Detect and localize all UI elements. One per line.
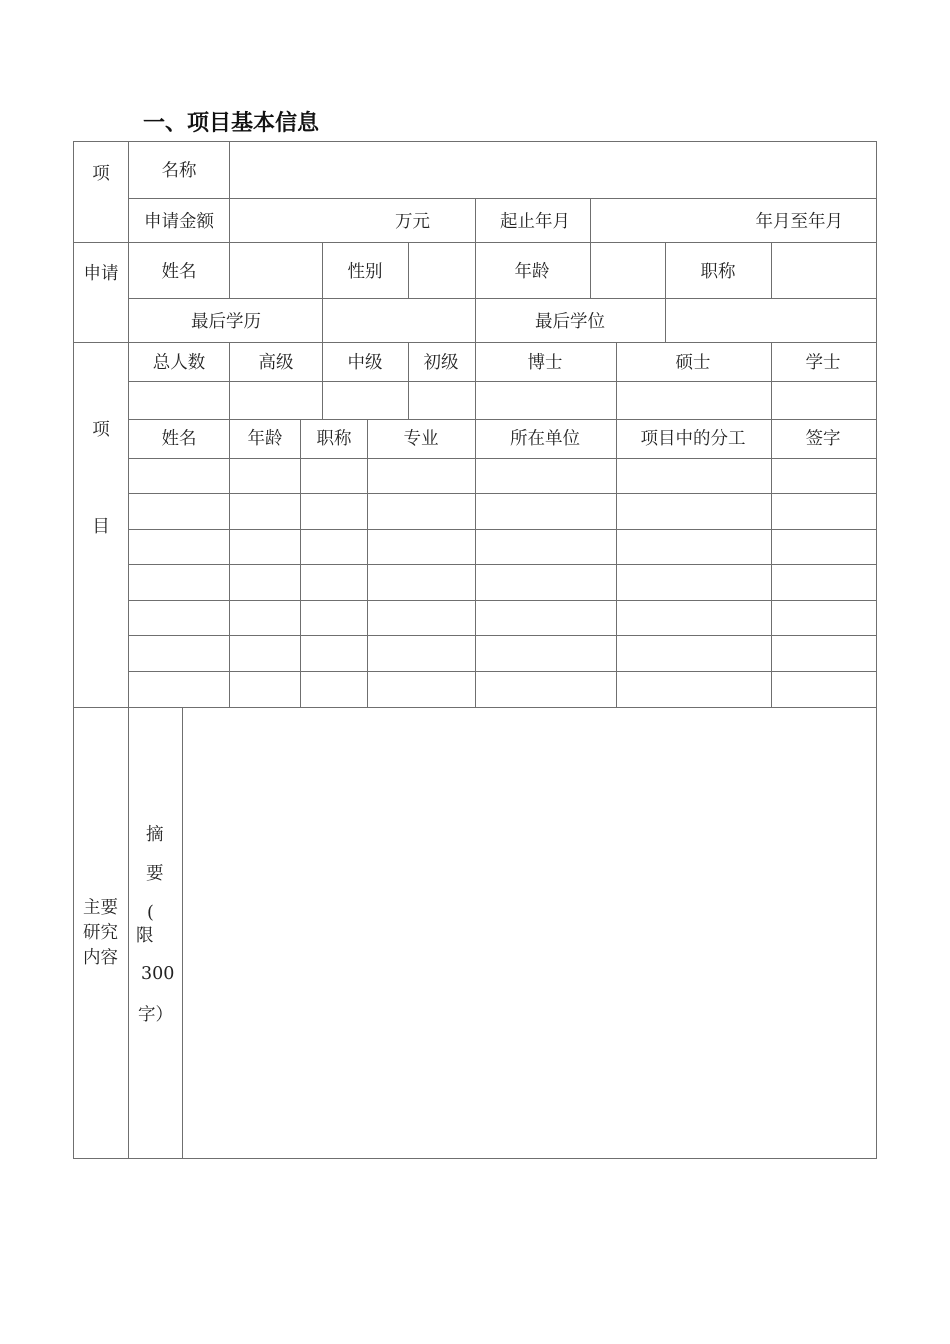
degree-label: 最后学位 [535,312,605,332]
amount-unit[interactable]: 万元 [395,212,430,232]
col-line [322,342,323,420]
member-header: 专业 [403,429,439,449]
col-line [182,707,183,1159]
member-header: 所在单位 [510,429,580,449]
member-row[interactable] [129,494,876,528]
col-line [665,242,666,343]
project-name-field[interactable] [232,145,874,195]
research-side-label-1: 主要 [83,898,118,918]
section-title: 一、项目基本信息 [143,111,320,136]
col-line [475,242,476,343]
table-border [73,141,877,142]
amount-label: 申请金额 [144,212,214,232]
col-line [475,198,476,243]
project-name-label: 名称 [161,161,197,181]
summary-header: 硕士 [675,353,711,373]
summary-header: 学士 [805,353,841,373]
row-line [128,419,876,420]
member-row[interactable] [129,671,876,705]
summary-header: 博士 [527,353,563,373]
education-field[interactable] [324,300,474,341]
research-side-label-2: 研究 [83,923,118,943]
summary-header: 高级 [258,353,294,373]
member-header: 项目中的分工 [640,429,746,449]
abstract-label: 字） [138,1005,173,1025]
period-label: 起止年月 [500,212,570,232]
applicant-side-label: 申请 [83,264,119,284]
table-border [73,1158,877,1159]
member-header: 签字 [805,429,841,449]
member-row[interactable] [129,565,876,599]
age-field[interactable] [592,244,664,297]
col-line [408,342,409,420]
member-row[interactable] [129,601,876,635]
col-line [771,242,772,299]
member-header: 年龄 [247,429,283,449]
title-field[interactable] [773,244,875,297]
summary-header: 总人数 [152,353,206,373]
member-header: 职称 [316,429,352,449]
title-label: 职称 [700,262,736,282]
row-line [128,198,876,199]
summary-header: 初级 [423,353,459,373]
age-label: 年龄 [514,262,550,282]
member-header: 姓名 [161,429,197,449]
summary-header: 中级 [347,353,383,373]
col-line [229,342,230,420]
research-content-field[interactable] [184,709,874,1156]
col-line [590,198,591,243]
member-row[interactable] [129,459,876,493]
row-line [128,381,876,382]
col-line [229,242,230,299]
period-field[interactable]: 年月至年月 [755,212,843,232]
col-line [322,242,323,343]
col-line [229,141,230,243]
education-label: 最后学历 [191,312,261,332]
project-side-label: 项 [92,164,110,184]
member-row[interactable] [129,636,876,670]
applicant-name-label: 姓名 [161,262,197,282]
abstract-label: 300 [141,964,175,984]
abstract-label: 限 [136,926,154,946]
abstract-label: 要 [146,864,164,884]
col-line [408,242,409,299]
applicant-name-field[interactable] [231,244,321,297]
team-side-label-2: 目 [92,517,110,537]
degree-field[interactable] [667,300,875,341]
research-side-label-3: 内容 [83,948,118,968]
gender-label: 性别 [347,262,383,282]
abstract-label: ( [147,903,154,923]
row-line [128,298,876,299]
col-line [590,242,591,299]
gender-field[interactable] [410,244,474,297]
team-side-label-1: 项 [92,420,110,440]
member-row[interactable] [129,530,876,564]
abstract-label: 摘 [146,825,164,845]
table-border [73,141,74,1159]
table-border [876,141,877,1159]
